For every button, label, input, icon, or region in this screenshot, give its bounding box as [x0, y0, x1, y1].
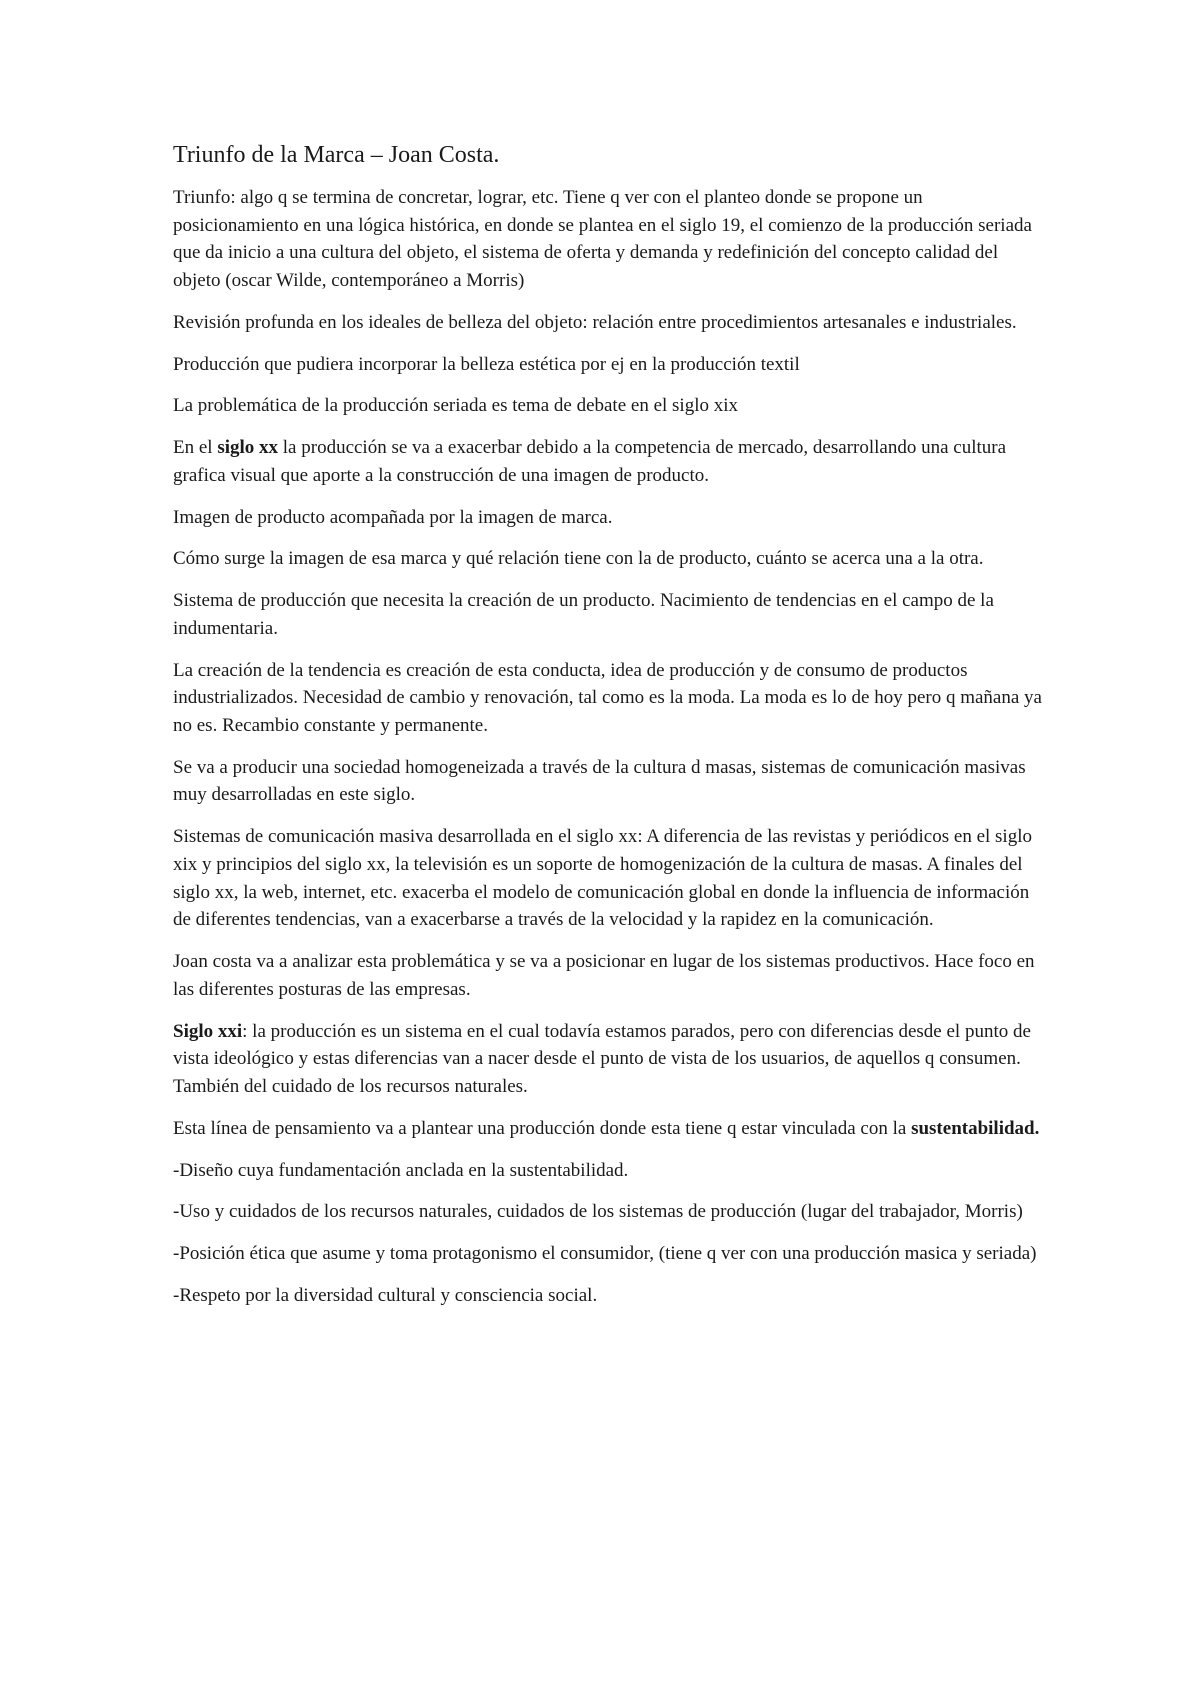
paragraph-tendencia: La creación de la tendencia es creación de esta conducta, idea de producción y de consumo de productos industrializados. Necesidad de cambio y renovación, tal como es la moda. La moda es lo de hoy pero q mañana ya no es. Recambio constante y permanente.: [173, 659, 1042, 737]
siglo-xxi-bold: Siglo xxi: [173, 1020, 243, 1042]
document-body: [173, 140, 1045, 1324]
paragraph-siglo-xx-post: la producción se va a exacerbar debido a la competencia de mercado, desarrollando una cultura grafica visual que aporte a la construcción de una imagen de producto.: [173, 437, 1007, 486]
list-item-diseno: -Diseño cuya fundamentación anclada en la sustentabilidad.: [173, 1159, 629, 1181]
paragraph-triunfo: Triunfo: algo q se termina de concretar, lograr, etc. Tiene q ver con el planteo donde se propone un posicionamiento en una lógica histórica, en donde se plantea en el siglo 19, el comienzo de la producción seriada que da inicio a una cultura del objeto, el sistema de oferta y demanda y redefinición del concepto calidad del objeto (oscar Wilde, contemporáneo a Morris): [173, 187, 1032, 292]
paragraph-siglo-xxi-post: : la producción es un sistema en el cual todavía estamos parados, pero con diferencias desde el punto de vista ideológico y estas diferencias van a nacer desde el punto de vista de los usuarios, de aquellos q consumen. También del cuidado de los recursos naturales.: [173, 1020, 1031, 1098]
paragraph-imagen-marca: Cómo surge la imagen de esa marca y qué relación tiene con la de producto, cuánto se acerca una a la otra.: [173, 548, 984, 570]
paragraph-sistema-produccion: Sistema de producción que necesita la creación de un producto. Nacimiento de tendencias en el campo de la indumentaria.: [173, 590, 994, 639]
list-item-recursos: -Uso y cuidados de los recursos naturales, cuidados de los sistemas de producción (lugar del trabajador, Morris): [173, 1201, 1023, 1223]
paragraph-siglo-xx-pre: En el: [173, 437, 218, 459]
paragraph-joan-costa: Joan costa va a analizar esta problemática y se va a posicionar en lugar de los sistemas productivos. Hace foco en las diferentes posturas de las empresas.: [173, 951, 1035, 1000]
paragraph-sustentabilidad: [173, 1115, 1045, 1143]
siglo-xx-bold: siglo xx: [217, 437, 279, 459]
paragraph-problematica: La problemática de la producción seriada es tema de debate en el siglo xix: [173, 395, 739, 417]
document-title: Triunfo de la Marca – Joan Costa.: [173, 142, 500, 168]
list-item-etica: -Posición ética que asume y toma protagonismo el consumidor, (tiene q ver con una producción masica y seriada): [173, 1243, 1037, 1265]
paragraph-comunicacion-masiva: Sistemas de comunicación masiva desarrollada en el siglo xx: A diferencia de las revistas y periódicos en el siglo xix y principios del siglo xx, la televisión es un soporte de homogenización de la cultura de masas. A finales del siglo xx, la web, internet, etc. exacerba el modelo de comunicación global en donde la influencia de información de diferentes tendencias, van a exacerbarse a través de la velocidad y la rapidez en la comunicación.: [173, 826, 1032, 931]
paragraph-sustentabilidad-pre: Esta línea de pensamiento va a plantear una producción donde esta tiene q estar vinculada con la: [173, 1117, 912, 1139]
paragraph-revision: Revisión profunda en los ideales de belleza del objeto: relación entre procedimientos artesanales e industriales.: [173, 311, 1017, 333]
paragraph-produccion-belleza: Producción que pudiera incorporar la belleza estética por ej en la producción textil: [173, 353, 800, 375]
paragraph-imagen-producto: Imagen de producto acompañada por la imagen de marca.: [173, 506, 613, 528]
sustentabilidad-bold: sustentabilidad.: [911, 1117, 1040, 1139]
paragraph-siglo-xxi: [173, 1018, 1045, 1101]
list-item-diversidad: -Respeto por la diversidad cultural y consciencia social.: [173, 1284, 598, 1306]
paragraph-sociedad-homogeneizada: Se va a producir una sociedad homogeneizada a través de la cultura d masas, sistemas de comunicación masivas muy desarrolladas en este siglo.: [173, 756, 1026, 806]
paragraph-siglo-xx: [173, 434, 1045, 489]
